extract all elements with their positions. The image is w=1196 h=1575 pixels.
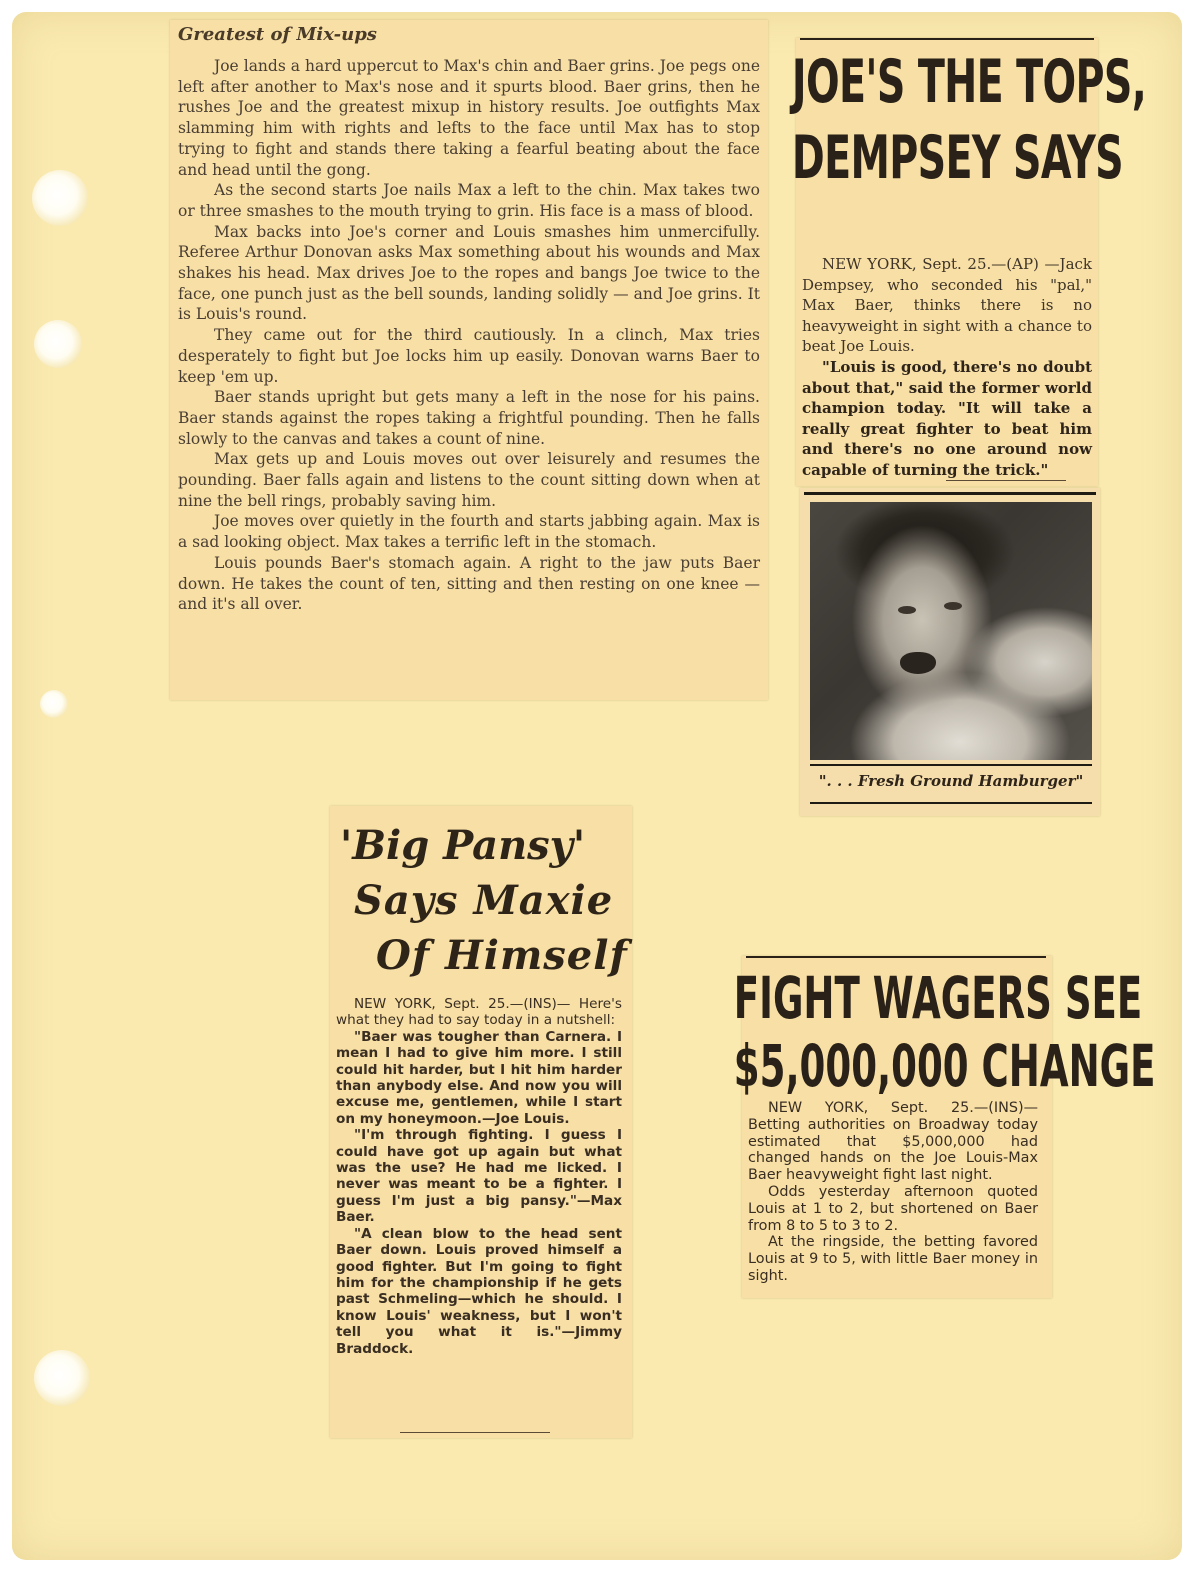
photo-rule [804, 492, 1096, 495]
boxer-photo [810, 502, 1092, 760]
divider [400, 1432, 550, 1433]
photo-rule [810, 764, 1092, 766]
article-paragraph: Joe lands a hard uppercut to Max's chin and Baer grins. Joe pegs one left after another to Max's nose and it spurts blood. Baer grins, then he rushes Joe and the greatest mixup in history results. Joe outfights Max slamming him with rights and lefts to the face until Max has to stop trying to fight and stands there taking a fearful beating about the face and head until the gong. [178, 57, 760, 179]
binder-hole-top [32, 170, 88, 226]
headline-line: FIGHT WAGERS SEE [733, 964, 1143, 1032]
pansy-headline [334, 818, 630, 983]
article-paragraph: They came out for the third cautiously. In a clinch, Max tries desperately to fight but Joe locks him up easily. Donovan warns Baer to keep 'em up. [178, 326, 760, 386]
wagers-paragraph: Odds yesterday afternoon quoted Louis at 1 to 2, but shortened on Baer from 8 to 5 to 3 to 2. [748, 1183, 1038, 1234]
divider [946, 480, 1066, 481]
article-kicker: Greatest of Mix-ups [178, 24, 377, 45]
headline-line: $5,000,000 CHANGE [733, 1032, 1156, 1100]
pansy-clipping [330, 806, 632, 1438]
photo-clipping [800, 488, 1100, 816]
article-fight-clipping [170, 20, 768, 700]
pansy-quote: "A clean blow to the head sent Baer down. Louis proved himself a good fighter. But I'm going to fight him for the championship if he gets past Schmeling—which he should. I know Louis' weakness, but I won't tell you what it is."—Jimmy Braddock. [336, 1225, 622, 1357]
photo-eye [898, 606, 916, 614]
photo-rule [810, 802, 1092, 804]
pansy-quote: "Baer was tougher than Carnera. I mean I had to give him more. I still could hit harder, but I hit him harder than anybody else. And now you will excuse me, gentlemen, while I start on my honeymoon.—Joe Louis. [336, 1028, 622, 1127]
article-paragraph: As the second starts Joe nails Max a left to the chin. Max takes two or three smashes to the mouth trying to grin. His face is a mass of blood. [178, 181, 760, 220]
headline-rule [746, 956, 1046, 958]
wagers-body [748, 1100, 1038, 1285]
binder-hole-middle [34, 320, 82, 368]
photo-eye [944, 602, 962, 610]
dempsey-body [802, 254, 1092, 481]
dempsey-paragraph: NEW YORK, Sept. 25.—(AP) —Jack Dempsey, who seconded his "pal," Max Baer, thinks there is no heavyweight in sight with a chance to beat Joe Louis. [802, 255, 1092, 356]
dempsey-quote: "Louis is good, there's no doubt about that," said the former world champion today. "It will take a really great fighter to beat him and there's no one around now capable of turning the trick." [802, 357, 1092, 479]
wagers-headline [733, 964, 1156, 1100]
headline-line: DEMPSEY SAYS [791, 123, 1123, 193]
article-paragraph: Max gets up and Louis moves out over leisurely and resumes the pounding. Baer falls again and listens to the count sitting down when at nine the bell rings, probably saving him. [178, 450, 760, 510]
article-paragraph: Louis pounds Baer's stomach again. A right to the jaw puts Baer down. He takes the count of ten, sitting and then resting on one knee — and it's all over. [178, 553, 760, 614]
wagers-clipping [733, 956, 1156, 1298]
wagers-paragraph: At the ringside, the betting favored Louis at 9 to 5, with little Baer money in sight. [748, 1234, 1038, 1284]
dempsey-headline [791, 44, 1147, 196]
binder-hole-lower [40, 690, 68, 718]
wagers-paragraph: NEW YORK, Sept. 25.—(INS)— Betting authorities on Broadway today estimated that $5,000,000 had changed hands on the Joe Louis-Max Baer heavyweight fight last night. [748, 1100, 1038, 1184]
headline-line: 'Big Pansy' [340, 822, 586, 869]
photo-mouth [900, 652, 936, 674]
article-body [178, 56, 760, 615]
article-paragraph: Baer stands upright but gets many a left in the nose for his pains. Baer stands against the ropes taking a frightful pounding. Then he falls slowly to the canvas and takes a count of nine. [178, 388, 760, 448]
dempsey-clipping [791, 38, 1147, 486]
headline-line: Says Maxie [354, 877, 614, 924]
headline-line: Of Himself [376, 932, 628, 979]
pansy-lead: NEW YORK, Sept. 25.—(INS)— Here's what they had to say today in a nutshell: [336, 996, 622, 1029]
pansy-body [336, 996, 622, 1357]
article-paragraph: Joe moves over quietly in the fourth and starts jabbing again. Max is a sad looking object. Max takes a terrific left in the stomach. [178, 512, 760, 552]
photo-caption: ". . . Fresh Ground Hamburger" [818, 772, 1084, 790]
article-paragraph: Max backs into Joe's corner and Louis smashes him unmercifully. Referee Arthur Donovan asks Max something about his wounds and Max shakes his head. Max drives Joe to the ropes and bangs Joe twice to the face, one punch just as the bell sounds, landing solidly — and Joe grins. It is Louis's round. [178, 222, 760, 324]
pansy-quote: "I'm through fighting. I guess I could have got up again but what was the use? He had me licked. I never was meant to be a fighter. I guess I'm just a big pansy."—Max Baer. [336, 1127, 622, 1226]
headline-line: JOE'S THE TOPS, [791, 47, 1147, 117]
binder-hole-bottom [34, 1350, 90, 1406]
